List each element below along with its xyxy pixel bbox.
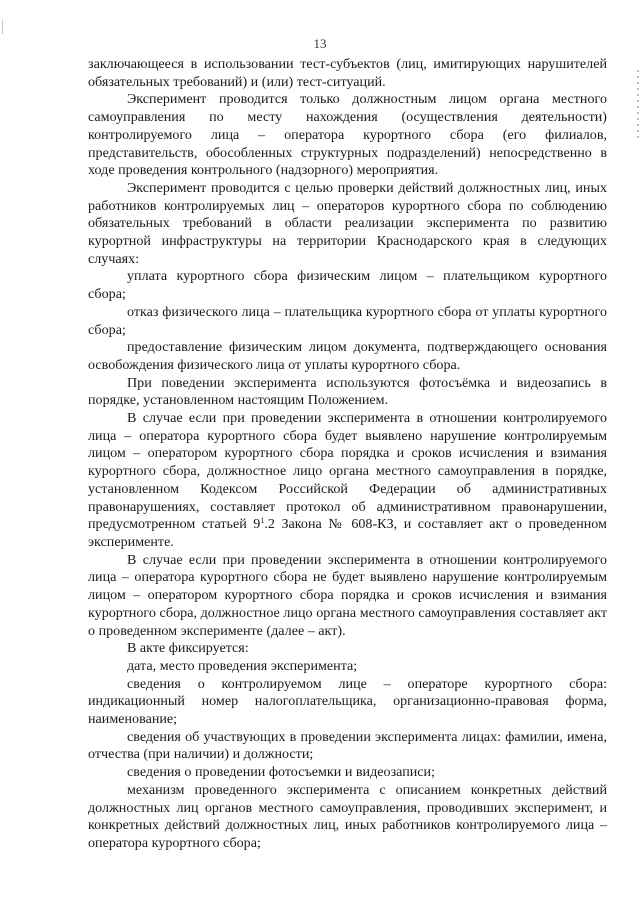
superscript: 1 [260, 516, 265, 526]
list-item: сведения о проведении фотосъемки и видеозаписи; [127, 764, 436, 781]
paragraph: уплата курортного сбора физическим лицом – плательщиком курортного сбора; [88, 268, 607, 303]
paragraph: отказ физического лица – плательщика курортного сбора от уплаты курортного сбора; [88, 303, 607, 338]
paragraph: В случае если при проведении эксперимента в отношении контролируемого лица – оператора курортного сбора не будет выявлено нарушение контролируемым лицом – оператором курортного сбора порядка и сроков исчисления и взимания курортного сбора, должностное лицо органа местного самоуправления составляет акт о проведенном эксперименте (далее – акт). [88, 551, 607, 639]
paragraph: В акте фиксируется: [127, 640, 249, 657]
paragraph: В случае если при проведении эксперимента в отношении контролируемого лица – оператора курортного сбора будет выявлено нарушение контролируемым лицом – оператором курортного сбора порядка и сроков исчисления и взимания курортного сбора, должностное лицо органа местного самоуправления в порядке, установленном Кодексом Российской Федерации об административных правонарушениях, составляет протокол об административном правонарушении, предусмотренном статьей $9^1.2$ Закона № 608-КЗ, и составляет акт о проведенном эксперименте. [88, 410, 607, 550]
paragraph: заключающееся в использовании тест-субъектов (лиц, имитирующих нарушителей обязательных требований) и (или) тест-ситуаций. [88, 56, 607, 90]
paragraph: предоставление физическим лицом документа, подтверждающего основания освобождения физического лица от уплаты курортного сбора. [88, 339, 607, 373]
list-item: механизм проведенного эксперимента с описанием конкретных действий должностных лиц органов местного самоуправления, проводивших эксперимент, и конкретных действий должностных лиц, иных работников контролируемого лица – оператора курортного сбора; [88, 781, 607, 851]
paragraph: Эксперимент проводится только должностным лицом органа местного самоуправления по месту нахождения (осуществления деятельности) контролируемого лица – оператора курортного сбора (его филиалов, представительств, обособленных структурных подразделений) непосредственно в ходе проведения контрольного (надзорного) мероприятия. [88, 91, 607, 179]
scan-edge-mark [637, 70, 639, 140]
scan-edge-mark [2, 20, 3, 34]
list-item: сведения об участвующих в проведении эксперимента лицах: фамилии, имена, отчества (при наличии) и должности; [88, 728, 607, 763]
document-body [88, 56, 607, 853]
page-number: 13 [313, 36, 327, 51]
list-item: сведения о контролируемом лице – операторе курортного сбора: индикационный номер налогоплательщика, организационно-правовая форма, наименование; [88, 675, 607, 728]
paragraph: При поведении эксперимента используются фотосъёмка и видеозапись в порядке, установленном настоящим Положением. [88, 374, 607, 409]
list-item: дата, место проведения эксперимента; [127, 657, 358, 674]
paragraph: Эксперимент проводится с целью проверки действий должностных лиц, иных работников контролируемых лиц – операторов курортного сбора по соблюдению обязательных требований в области реализации эксперимента по развитию курортной инфраструктуры на территории Краснодарского края в следующих случаях: [88, 179, 607, 267]
